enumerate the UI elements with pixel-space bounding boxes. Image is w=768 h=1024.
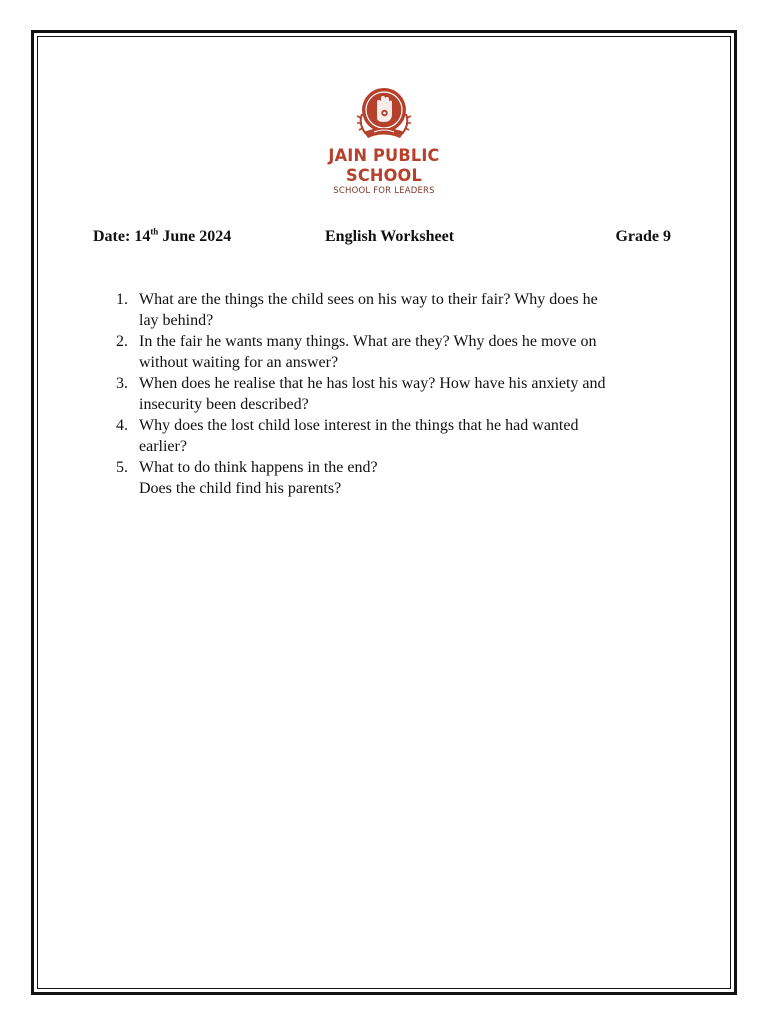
school-logo	[284, 84, 484, 194]
worksheet-grade: Grade 9	[615, 228, 671, 245]
date-suffix: June 2024	[158, 228, 232, 245]
question-text: What to do think happens in the end?	[139, 459, 378, 476]
worksheet-date	[93, 228, 231, 246]
worksheet-header	[93, 228, 671, 250]
question-number: 3.	[116, 375, 128, 392]
question-number: 1.	[116, 291, 128, 308]
question-text: Why does the lost child lose interest in the things that he had wanted	[139, 417, 579, 434]
date-superscript: th	[150, 226, 159, 237]
school-tagline: SCHOOL FOR LEADERS	[333, 186, 435, 196]
question-number: 4.	[116, 417, 128, 434]
question-text: earlier?	[139, 438, 187, 455]
school-name: JAIN PUBLIC SCHOOL	[328, 146, 440, 186]
question-number: 5.	[116, 459, 128, 476]
question-text: What are the things the child sees on his way to their fair? Why does he	[139, 291, 598, 308]
worksheet-title: English Worksheet	[325, 228, 455, 245]
question-text: Does the child find his parents?	[139, 480, 342, 497]
question-list	[110, 289, 670, 499]
question-text: When does he realise that he has lost his way? How have his anxiety and	[139, 375, 606, 392]
question-item	[110, 289, 670, 331]
date-prefix: Date: 14	[93, 228, 151, 245]
question-text: In the fair he wants many things. What are they? Why does he move on	[139, 333, 597, 350]
question-number: 2.	[116, 333, 128, 350]
question-item	[110, 457, 670, 499]
question-text: insecurity been described?	[139, 396, 309, 413]
question-item	[110, 373, 670, 415]
question-text: lay behind?	[139, 312, 214, 329]
school-emblem-icon	[348, 84, 420, 144]
question-item	[110, 415, 670, 457]
question-item	[110, 331, 670, 373]
question-text: without waiting for an answer?	[139, 354, 339, 371]
